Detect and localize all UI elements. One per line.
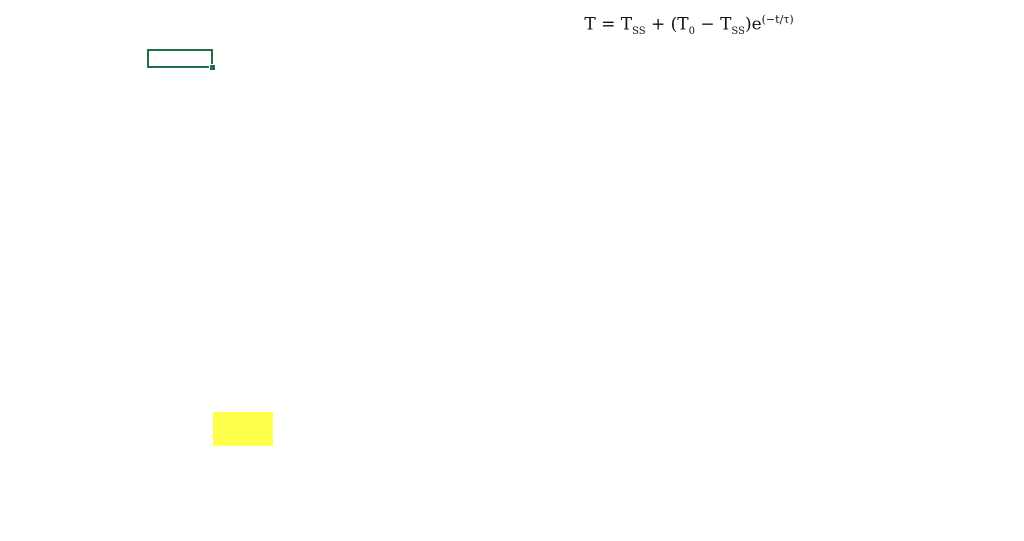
instructions-textbox[interactable] — [394, 8, 984, 86]
tss-value-cell[interactable] — [213, 412, 273, 430]
tau-value-cell[interactable] — [213, 430, 273, 446]
selected-cell[interactable] — [147, 49, 213, 68]
fill-handle[interactable] — [209, 64, 216, 71]
model-equation: $T = T_{SS} + (T_0 - T_{SS})e^{(-t/\tau)}$ — [584, 13, 794, 38]
